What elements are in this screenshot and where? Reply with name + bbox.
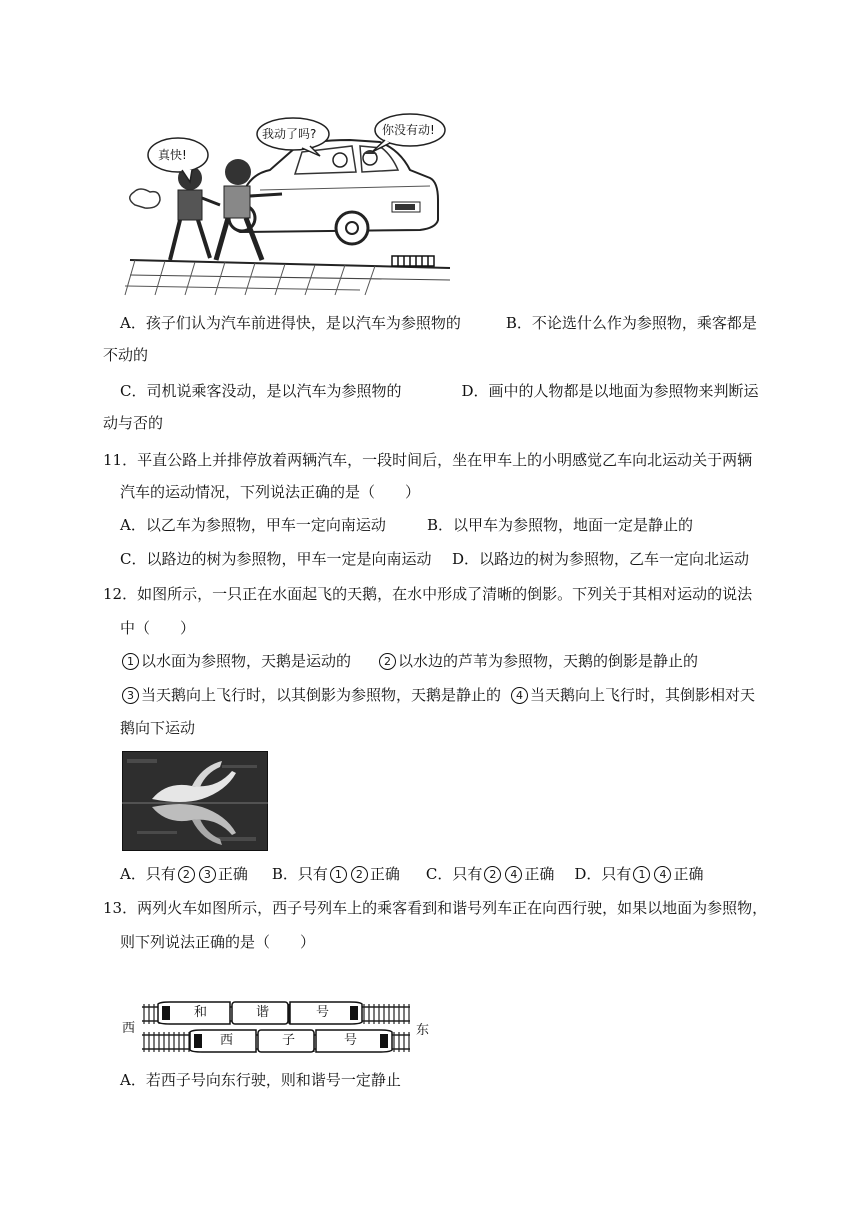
statement-1-text: 以水面为参照物，天鹅是运动的	[141, 652, 352, 670]
q13-stem-text: 两列火车如图所示，西子号列车上的乘客看到和谐号列车正在向西行驶，如果以地面为参照物，	[137, 899, 768, 917]
q11-number: 11．	[103, 451, 138, 469]
statement-mark-3: 3	[122, 687, 139, 704]
q12-stem-line1	[103, 583, 752, 605]
q11-stem-line2: 汽车的运动情况，下列说法正确的是（ ）	[120, 483, 421, 501]
q12-options	[120, 863, 703, 885]
q12-stem-text: 如图所示，一只正在水面起飞的天鹅，在水中形成了清晰的倒影。下列关于其相对运动的说法	[137, 585, 753, 603]
statement-4-text: 当天鹅向上飞行时，其倒影相对天	[530, 686, 756, 704]
train-top-car-2: 谐	[256, 1005, 270, 1020]
q10-options-line1: A．孩子们认为汽车前进得快，是以汽车为参照物的 B．不论选什么作为参照物，乘客都是	[120, 314, 757, 332]
q11-stem-line1	[103, 449, 752, 471]
q13-number: 13．	[103, 899, 138, 917]
statement-mark-2: 2	[379, 653, 396, 670]
train-bottom-car-3: 号	[344, 1033, 358, 1048]
train-bottom-car-1: 西	[220, 1033, 234, 1048]
q12-number: 12．	[103, 585, 138, 603]
east-label: 东	[416, 1023, 430, 1038]
statement-3-text: 当天鹅向上飞行时，以其倒影为参照物，天鹅是静止的	[141, 686, 502, 704]
bubble-passenger-text: 我动了吗?	[262, 127, 317, 141]
q13-stem-line1	[103, 897, 767, 919]
train-top-car-1: 和	[194, 1005, 208, 1020]
q11-option-b: B．以甲车为参照物，地面一定是静止的	[427, 516, 694, 534]
q12-option-b: B．只有 1 2 正确	[271, 865, 400, 883]
q11-option-a: A．以乙车为参照物，甲车一定向南运动	[120, 516, 386, 534]
q13-option-a: A．若西子号向东行驶，则和谐号一定静止	[120, 1071, 401, 1089]
q11-option-d: D．以路边的树为参照物，乙车一定向北运动	[452, 550, 750, 568]
q12-option-a: A．只有 2 3 正确	[120, 865, 248, 883]
statement-mark-1: 1	[122, 653, 139, 670]
bubble-driver-text: 你没有动!	[382, 123, 435, 137]
bubble-kids-text: 真快!	[158, 148, 187, 162]
q10-options-line1-cont: 不动的	[103, 346, 149, 364]
q10-options-line2-cont: 动与否的	[103, 414, 164, 432]
q13-stem-line2: 则下列说法正确的是（ ）	[120, 933, 316, 951]
statement-mark-4: 4	[511, 687, 528, 704]
q11-option-c: C．以路边的树为参照物，甲车一定是向南运动	[120, 550, 432, 568]
q12-statements-1-2	[120, 650, 698, 672]
train-bottom-car-2: 子	[282, 1033, 296, 1048]
trains-diagram	[140, 1000, 412, 1056]
q10-options-line2: C．司机说乘客没动，是以汽车为参照物的 D．画中的人物都是以地面为参照物来判断运	[120, 382, 759, 400]
west-label: 西	[122, 1021, 136, 1036]
train-top-car-3: 号	[316, 1005, 330, 1020]
q12-statements-3-4	[120, 684, 755, 706]
q12-option-c: C．只有 2 4 正确	[425, 865, 555, 883]
q12-statement-4-cont: 鹅向下运动	[120, 719, 196, 737]
q12-option-d: D．只有 1 4 正确	[574, 865, 704, 883]
statement-2-text: 以水边的芦苇为参照物，天鹅的倒影是静止的	[398, 652, 699, 670]
q11-stem-text: 平直公路上并排停放着两辆汽车，一段时间后，坐在甲车上的小明感觉乙车向北运动关于两辆	[137, 451, 753, 469]
q12-stem-line2: 中（ ）	[120, 619, 196, 637]
swan-photo	[122, 751, 268, 851]
